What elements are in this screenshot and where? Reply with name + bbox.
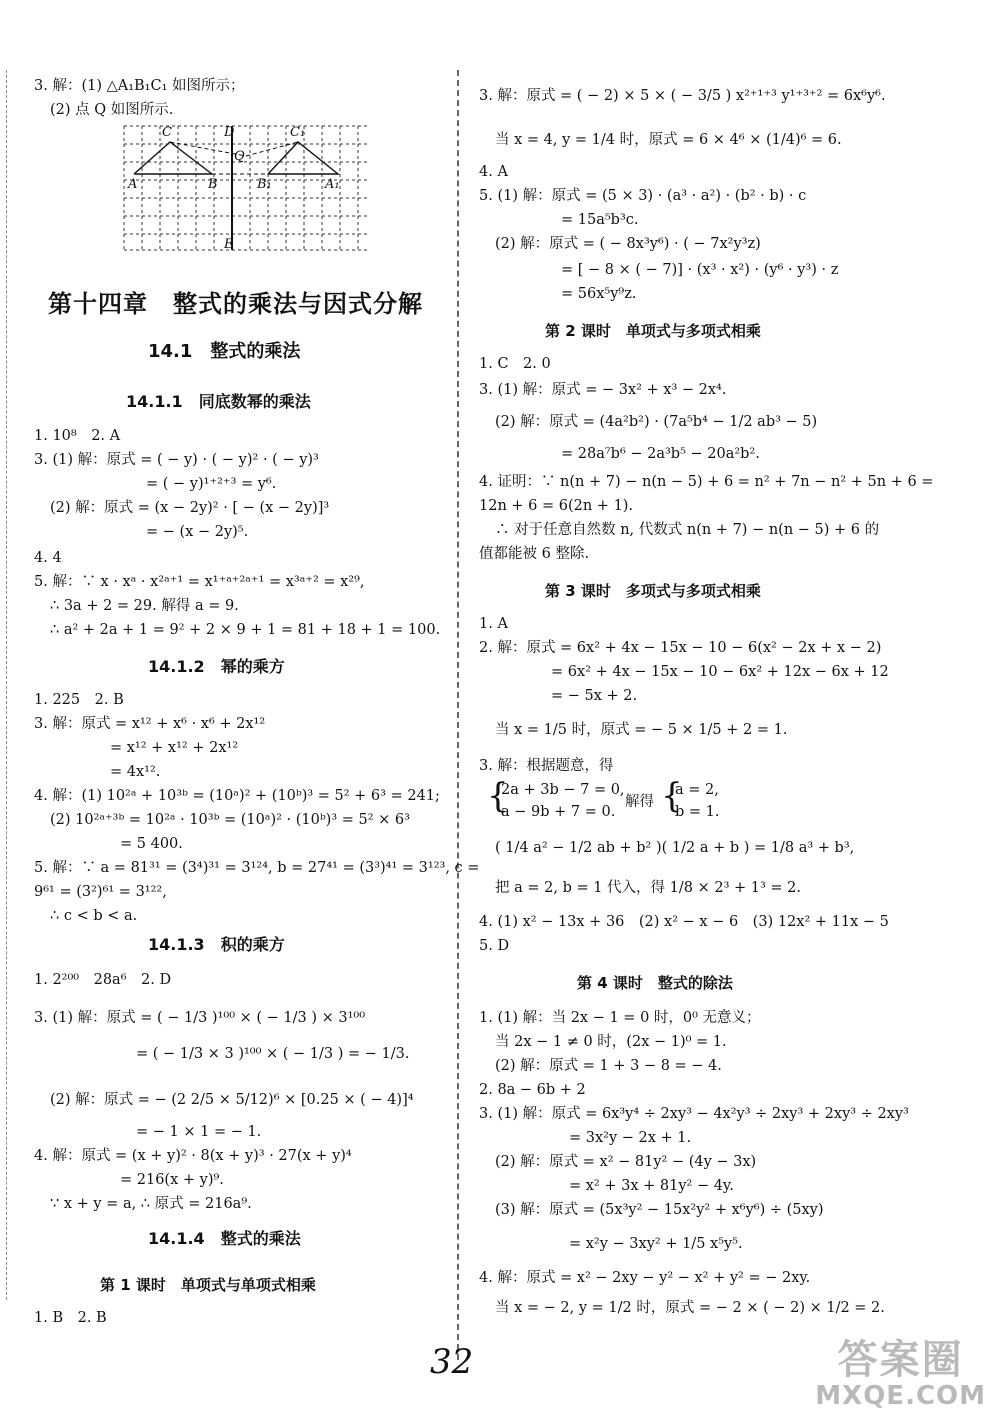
answer-line: 3. 解：根据题意，得	[479, 758, 614, 774]
answer-line: = ( − 1/3 × 3 )¹⁰⁰ × ( − 1/3 ) = − 1/3.	[136, 1046, 410, 1062]
left-margin-rule	[6, 70, 7, 1300]
lesson-heading: 第 1 课时 单项式与单项式相乘	[100, 1276, 316, 1294]
answer-line: 当 2x − 1 ≠ 0 时，(2x − 1)⁰ = 1.	[495, 1034, 727, 1050]
answer-line: 4. 4	[34, 550, 62, 566]
answer-line: 5. 解：∵ x · xᵃ · x²ᵃ⁺¹ = x¹⁺ᵃ⁺²ᵃ⁺¹ = x³ᵃ⁺² = x²⁹,	[34, 574, 365, 590]
watermark-text: 答案圈	[837, 1337, 964, 1383]
answer-line: 把 a = 2, b = 1 代入，得 1/8 × 2³ + 1³ = 2.	[495, 880, 802, 896]
equation-line: 2a + 3b − 7 = 0,	[501, 782, 625, 798]
answer-line: ( 1/4 a² − 1/2 ab + b² )( 1/2 a + b ) = 1/8 a³ + b³,	[495, 840, 855, 856]
answer-line: = ( − y)¹⁺²⁺³ = y⁶.	[146, 476, 277, 492]
answer-line: 2. 8a − 6b + 2	[479, 1082, 586, 1098]
figure-label: Q	[234, 149, 245, 164]
answer-line: (3) 解：原式 = (5x³y² − 15x²y² + x⁶y⁶) ÷ (5xy)	[495, 1202, 824, 1218]
answer-line: 值都能被 6 整除.	[479, 546, 590, 562]
answer-line: (2) 解：原式 = 1 + 3 − 8 = − 4.	[495, 1058, 722, 1074]
answer-line: = 5 400.	[120, 836, 183, 852]
answer-line: 4. 解：原式 = x² − 2xy − y² − x² + y² = − 2xy.	[479, 1270, 811, 1286]
answer-line: 3. 解：原式 = ( − 2) × 5 × ( − 3/5 ) x²⁺¹⁺³ y¹⁺³⁺² = 6x⁶y⁶.	[479, 88, 886, 104]
watermark-url: MXQE.COM	[815, 1381, 986, 1411]
answer-line: = x² + 3x + 81y² − 4y.	[569, 1178, 734, 1194]
brace-icon: {	[661, 776, 683, 816]
answer-line: 4. 证明：∵ n(n + 7) − n(n − 5) + 6 = n² + 7n − n² + 5n + 6 =	[479, 474, 934, 490]
answer-line: = − 5x + 2.	[551, 688, 638, 704]
equation-line: b = 1.	[675, 804, 720, 820]
answer-line: = 4x¹².	[110, 764, 161, 780]
figure-label: B	[208, 177, 218, 192]
answer-line: 1. A	[479, 616, 508, 632]
answer-line: ∴ a² + 2a + 1 = 9² + 2 × 9 + 1 = 81 + 18 + 1 = 100.	[50, 622, 441, 638]
answer-line: 3. 解：(1) △A₁B₁C₁ 如图所示；	[34, 78, 245, 94]
answer-line: 5. 解：∵ a = 81³¹ = (3⁴)³¹ = 3¹²⁴, b = 27⁴¹ = (3³)⁴¹ = 3¹²³, c =	[34, 860, 480, 876]
answer-line: ∴ 对于任意自然数 n, 代数式 n(n + 7) − n(n − 5) + 6 的	[495, 522, 880, 538]
answer-line: = − (x − 2y)⁵.	[146, 524, 249, 540]
answer-line: 2. 解：原式 = 6x² + 4x − 15x − 10 − 6(x² − 2x + x − 2)	[479, 640, 882, 656]
answer-line: 1. 225 2. B	[34, 692, 124, 708]
answer-line: 5. D	[479, 938, 510, 954]
answer-line: (2) 解：原式 = (x − 2y)² · [ − (x − 2y)]³	[50, 500, 330, 516]
equation-line: a = 2,	[675, 782, 719, 798]
answer-line: 9⁶¹ = (3²)⁶¹ = 3¹²²,	[34, 884, 167, 900]
answer-line: = 56x⁵y⁹z.	[561, 286, 637, 302]
answer-line: (2) 10²ᵃ⁺³ᵇ = 10²ᵃ · 10³ᵇ = (10ᵃ)² · (10ᵇ)³ = 5² × 6³	[50, 812, 410, 828]
column-divider	[457, 70, 459, 1360]
answer-line: = 6x² + 4x − 15x − 10 − 6x² + 12x − 6x + 12	[551, 664, 889, 680]
grid-figure	[120, 122, 372, 254]
figure-label: C₁	[290, 125, 306, 140]
answer-line: 1. 10⁸ 2. A	[34, 428, 121, 444]
answer-line: ∴ c < b < a.	[50, 908, 138, 924]
answer-line: 1. 2²⁰⁰ 28a⁶ 2. D	[34, 972, 172, 988]
section-heading: 14.1.4 整式的乘法	[148, 1229, 301, 1248]
equation-line: a − 9b + 7 = 0.	[501, 804, 616, 820]
brace-icon: {	[487, 776, 509, 816]
answer-line: = 28a⁷b⁶ − 2a³b⁵ − 20a²b².	[561, 446, 760, 462]
answer-line: ∴ 3a + 2 = 29. 解得 a = 9.	[50, 598, 239, 614]
watermark-logo	[815, 1338, 986, 1410]
answer-line: 当 x = 4, y = 1/4 时，原式 = 6 × 4⁶ × (1/4)⁶ = 6.	[495, 132, 842, 148]
answer-line: = x¹² + x¹² + 2x¹²	[110, 740, 239, 756]
answer-line: = x²y − 3xy² + 1/5 x⁵y⁵.	[569, 1236, 743, 1252]
section-heading: 14.1.1 同底数幂的乘法	[126, 392, 311, 411]
answer-line: 4. 解：原式 = (x + y)² · 8(x + y)³ · 27(x + y)⁴	[34, 1148, 352, 1164]
equation-line: 解得	[625, 794, 654, 810]
answer-line: = 216(x + y)⁹.	[120, 1172, 224, 1188]
answer-line: 3. (1) 解：原式 = ( − 1/3 )¹⁰⁰ × ( − 1/3 ) × 3¹⁰⁰	[34, 1010, 366, 1026]
figure-label: A	[128, 177, 138, 192]
answer-line: = 15a⁵b³c.	[561, 212, 639, 228]
answer-line: 12n + 6 = 6(2n + 1).	[479, 498, 634, 514]
answer-line: 4. A	[479, 164, 508, 180]
answer-line: (2) 解：原式 = − (2 2/5 × 5/12)⁶ × [0.25 × ( − 4)]⁴	[50, 1092, 414, 1108]
answer-line: = − 1 × 1 = − 1.	[136, 1124, 262, 1140]
answer-line: (2) 解：原式 = ( − 8x³y⁶) · ( − 7x²y³z)	[495, 236, 761, 252]
chapter-title: 第十四章 整式的乘法与因式分解	[48, 290, 423, 318]
answer-line: = 3x²y − 2x + 1.	[569, 1130, 692, 1146]
answer-line: 5. (1) 解：原式 = (5 × 3) · (a³ · a²) · (b² · b) · c	[479, 188, 807, 204]
answer-line: 4. 解：(1) 10²ᵃ + 10³ᵇ = (10ᵃ)² + (10ᵇ)³ = 5² + 6³ = 241;	[34, 788, 440, 804]
answer-line: 1. C 2. 0	[479, 356, 551, 372]
lesson-heading: 第 2 课时 单项式与多项式相乘	[545, 322, 761, 340]
answer-line: = [ − 8 × ( − 7)] · (x³ · x²) · (y⁶ · y³) · z	[561, 262, 839, 278]
figure-label: E	[224, 237, 234, 252]
answer-line: 3. (1) 解：原式 = 6x³y⁴ ÷ 2xy³ − 4x²y³ ÷ 2xy³ + 2xy³ ÷ 2xy³	[479, 1106, 909, 1122]
answer-line: (2) 点 Q 如图所示.	[50, 102, 174, 118]
answer-line: 1. (1) 解：当 2x − 1 = 0 时，0⁰ 无意义；	[479, 1010, 761, 1026]
answer-line: 3. 解：原式 = x¹² + x⁶ · x⁶ + 2x¹²	[34, 716, 266, 732]
section-heading: 14.1.3 积的乘方	[148, 935, 285, 954]
answer-line: 1. B 2. B	[34, 1310, 107, 1326]
figure-label: D	[224, 125, 235, 140]
lesson-heading: 第 3 课时 多项式与多项式相乘	[545, 582, 761, 600]
answer-line: (2) 解：原式 = x² − 81y² − (4y − 3x)	[495, 1154, 757, 1170]
page-number: 32	[430, 1342, 474, 1382]
answer-line: 3. (1) 解：原式 = − 3x² + x³ − 2x⁴.	[479, 382, 727, 398]
answer-line: 当 x = − 2, y = 1/2 时，原式 = − 2 × ( − 2) × 1/2 = 2.	[495, 1300, 885, 1316]
lesson-heading: 第 4 课时 整式的除法	[577, 974, 733, 992]
answer-line: 当 x = 1/5 时，原式 = − 5 × 1/5 + 2 = 1.	[495, 722, 788, 738]
figure-label: B₁	[257, 177, 272, 192]
answer-line: ∵ x + y = a, ∴ 原式 = 216a⁹.	[50, 1196, 252, 1212]
figure-label: C	[162, 125, 172, 140]
answer-line: 4. (1) x² − 13x + 36 (2) x² − x − 6 (3) 12x² + 11x − 5	[479, 914, 889, 930]
section-heading: 14.1 整式的乘法	[148, 341, 301, 362]
section-heading: 14.1.2 幂的乘方	[148, 657, 285, 676]
answer-line: (2) 解：原式 = (4a²b²) · (7a⁵b⁴ − 1/2 ab³ − 5)	[495, 414, 818, 430]
answer-line: 3. (1) 解：原式 = ( − y) · ( − y)² · ( − y)³	[34, 452, 319, 468]
figure-label: A₁	[325, 177, 340, 192]
